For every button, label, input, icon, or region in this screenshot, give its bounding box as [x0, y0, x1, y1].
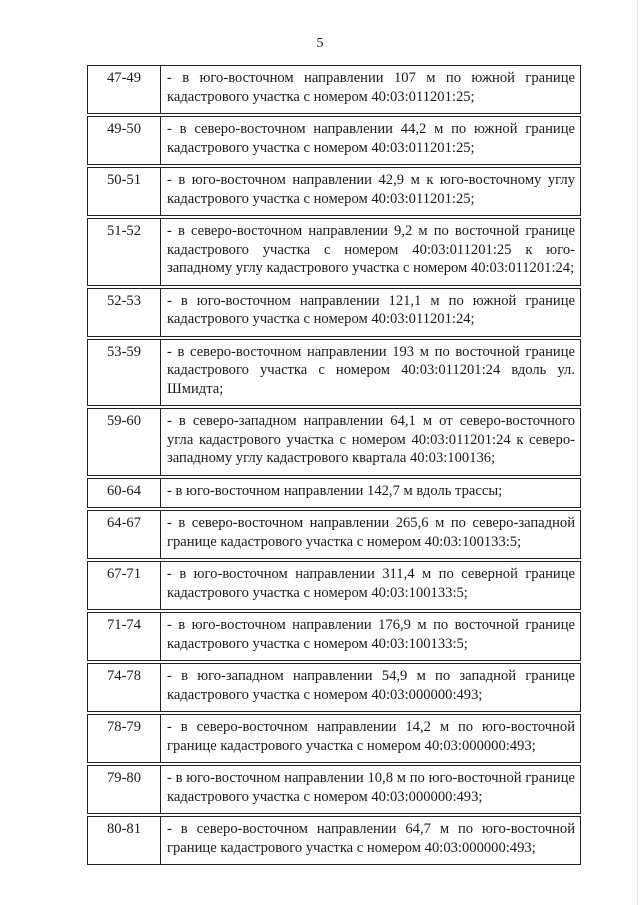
segment-points-cell: 64-67	[88, 511, 161, 559]
segment-description-cell: - в юго-восточном направлении 176,9 м по восточной границе кадастрового участка с номером 40:03:100133:5;	[161, 613, 581, 661]
segment-points-cell: 71-74	[88, 613, 161, 661]
segment-description-cell: - в северо-восточном направлении 193 м по восточной границе кадастрового участка с номером 40:03:011201:24 вдоль ул. Шмидта;	[161, 339, 581, 406]
segment-points-cell: 47-49	[88, 66, 161, 114]
segment-description-cell: - в северо-восточном направлении 44,2 м по южной границе кадастрового участка с номером 40:03:011201:25;	[161, 117, 581, 165]
table-row	[88, 168, 581, 216]
segment-description-cell: - в юго-восточном направлении 142,7 м вдоль трассы;	[161, 478, 581, 508]
segment-description-cell: - в юго-восточном направлении 10,8 м по юго-восточной границе кадастрового участка с номером 40:03:000000:493;	[161, 766, 581, 814]
segment-points-cell: 80-81	[88, 817, 161, 865]
table-row	[88, 117, 581, 165]
segment-description-cell: - в северо-западном направлении 64,1 м от северо-восточного угла кадастрового участка с номером 40:03:011201:24 к северо-западному углу кадастрового квартала 40:03:100136;	[161, 409, 581, 476]
boundary-segments-table	[87, 65, 581, 865]
segment-points-cell: 78-79	[88, 715, 161, 763]
table-row	[88, 219, 581, 286]
segment-points-cell: 50-51	[88, 168, 161, 216]
segment-description-cell: - в северо-восточном направлении 265,6 м по северо-западной границе кадастрового участка с номером 40:03:100133:5;	[161, 511, 581, 559]
segment-points-cell: 59-60	[88, 409, 161, 476]
table-row	[88, 288, 581, 336]
segment-points-cell: 49-50	[88, 117, 161, 165]
table-row	[88, 478, 581, 508]
segment-points-cell: 74-78	[88, 664, 161, 712]
segment-points-cell: 79-80	[88, 766, 161, 814]
segment-description-cell: - в северо-восточном направлении 14,2 м по юго-восточной границе кадастрового участка с номером 40:03:000000:493;	[161, 715, 581, 763]
table-row	[88, 409, 581, 476]
page-edge-line	[637, 0, 638, 905]
segment-points-cell: 67-71	[88, 562, 161, 610]
segment-description-cell: - в юго-восточном направлении 42,9 м к юго-восточному углу кадастрового участка с номером 40:03:011201:25;	[161, 168, 581, 216]
segment-description-cell: - в юго-западном направлении 54,9 м по западной границе кадастрового участка с номером 40:03:000000:493;	[161, 664, 581, 712]
segment-description-cell: - в юго-восточном направлении 121,1 м по южной границе кадастрового участка с номером 40:03:011201:24;	[161, 288, 581, 336]
segment-description-cell: - в северо-восточном направлении 9,2 м по восточной границе кадастрового участка с номером 40:03:011201:25 к юго-западному углу кадастрового участка с номером 40:03:011201:24;	[161, 219, 581, 286]
table-row	[88, 511, 581, 559]
table-row	[88, 715, 581, 763]
table-row	[88, 613, 581, 661]
segment-points-cell: 51-52	[88, 219, 161, 286]
segment-points-cell: 52-53	[88, 288, 161, 336]
segment-description-cell: - в северо-восточном направлении 64,7 м по юго-восточной границе кадастрового участка с номером 40:03:000000:493;	[161, 817, 581, 865]
segment-description-cell: - в юго-восточном направлении 107 м по южной границе кадастрового участка с номером 40:03:011201:25;	[161, 66, 581, 114]
table-row	[88, 66, 581, 114]
segment-points-cell: 53-59	[88, 339, 161, 406]
segment-description-cell: - в юго-восточном направлении 311,4 м по северной границе кадастрового участка с номером 40:03:100133:5;	[161, 562, 581, 610]
table-row	[88, 766, 581, 814]
table-row	[88, 817, 581, 865]
table-row	[88, 339, 581, 406]
segment-points-cell: 60-64	[88, 478, 161, 508]
table-row	[88, 562, 581, 610]
table-row	[88, 664, 581, 712]
page-number: 5	[316, 36, 324, 51]
